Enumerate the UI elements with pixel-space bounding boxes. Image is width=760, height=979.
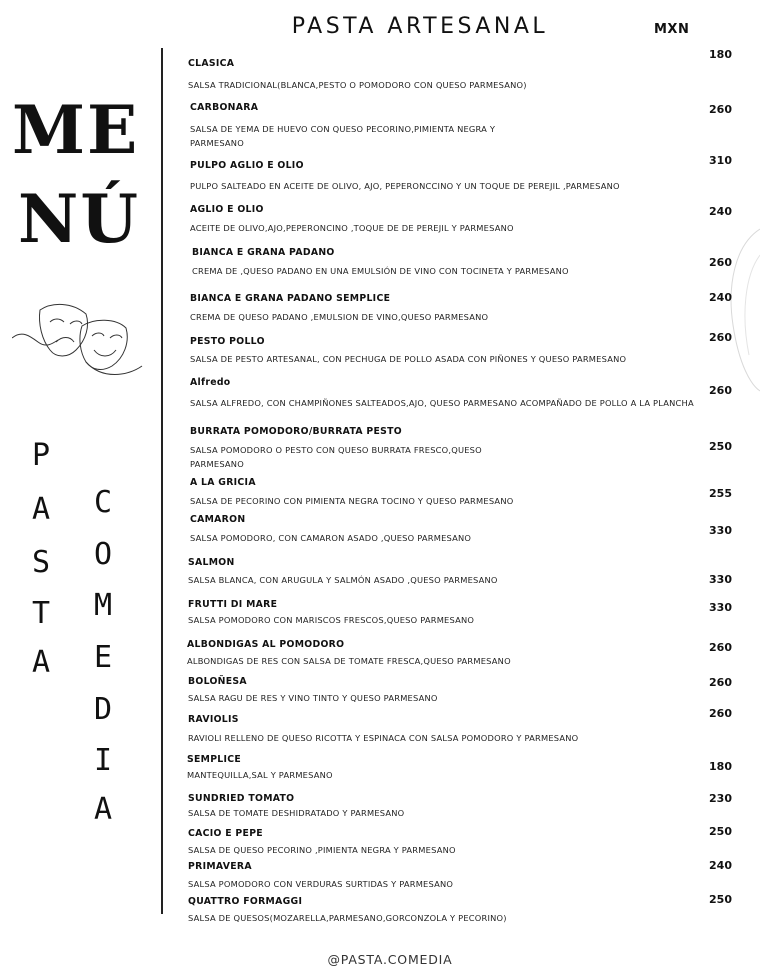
comedia-letter: O xyxy=(93,537,113,572)
pasta-letter: A xyxy=(31,492,51,527)
item-description: SALSA TRADICIONAL(BLANCA,PESTO O POMODORO CON QUESO PARMESANO) xyxy=(188,80,527,90)
item-name: PULPO AGLIO E OLIO xyxy=(190,160,304,171)
item-description: CREMA DE ,QUESO PADANO EN UNA EMULSIÓN DE VINO CON TOCINETA Y PARMESANO xyxy=(192,266,569,276)
pasta-letter: T xyxy=(31,596,51,631)
instagram-handle: @PASTA.COMEDIA xyxy=(327,952,453,967)
currency-label: MXN xyxy=(654,22,690,37)
item-description: SALSA POMODORO CON VERDURAS SURTIDAS Y PARMESANO xyxy=(188,879,454,889)
item-description: SALSA POMODORO, CON CAMARON ASADO ,QUESO PARMESANO xyxy=(190,533,472,543)
item-price: 240 xyxy=(709,205,732,218)
decorative-curve xyxy=(715,225,760,395)
item-name: CACIO E PEPE xyxy=(188,828,263,839)
item-name: BIANCA E GRANA PADANO SEMPLICE xyxy=(190,293,391,304)
item-name: BIANCA E GRANA PADANO xyxy=(192,247,335,258)
item-price: 260 xyxy=(709,641,732,654)
item-description: SALSA RAGU DE RES Y VINO TINTO Y QUESO PARMESANO xyxy=(188,693,438,703)
pasta-letter: S xyxy=(31,545,51,580)
comedia-letter: E xyxy=(93,640,113,675)
item-description: MANTEQUILLA,SAL Y PARMESANO xyxy=(187,770,333,780)
pasta-letter: A xyxy=(31,645,51,680)
item-price: 260 xyxy=(709,331,732,344)
item-description: ACEITE DE OLIVO,AJO,PEPERONCINO ,TOQUE DE DE PEREJIL Y PARMESANO xyxy=(190,223,514,233)
item-price: 330 xyxy=(709,573,732,586)
item-price: 180 xyxy=(709,48,732,61)
item-price: 250 xyxy=(709,440,732,453)
item-name: AGLIO E OLIO xyxy=(190,204,264,215)
item-description: RAVIOLI RELLENO DE QUESO RICOTTA Y ESPINACA CON SALSA POMODORO Y PARMESANO xyxy=(188,733,579,743)
item-name: CLASICA xyxy=(188,58,235,69)
item-description: PULPO SALTEADO EN ACEITE DE OLIVO, AJO, PEPERONCCINO Y UN TOQUE DE PEREJIL ,PARMESANO xyxy=(190,181,620,191)
theatre-masks-icon xyxy=(12,296,152,378)
item-price: 250 xyxy=(709,893,732,906)
item-name: SUNDRIED TOMATO xyxy=(188,793,295,804)
item-name: PRIMAVERA xyxy=(188,861,252,872)
item-description: SALSA DE PECORINO CON PIMIENTA NEGRA TOCINO Y QUESO PARMESANO xyxy=(190,496,514,506)
item-name: PESTO POLLO xyxy=(190,336,265,347)
item-price: 250 xyxy=(709,825,732,838)
menu-word-line-1: ME xyxy=(12,91,140,169)
item-price: 260 xyxy=(709,256,732,269)
comedia-letter: D xyxy=(93,692,113,727)
item-name: Alfredo xyxy=(190,377,231,388)
item-price: 260 xyxy=(709,384,732,397)
item-price: 240 xyxy=(709,291,732,304)
comedia-letter: C xyxy=(93,485,113,520)
item-price: 260 xyxy=(709,707,732,720)
item-name: RAVIOLIS xyxy=(188,714,239,725)
item-price: 230 xyxy=(709,792,732,805)
item-price: 330 xyxy=(709,524,732,537)
item-name: FRUTTI DI MARE xyxy=(188,599,278,610)
item-description: SALSA POMODORO O PESTO CON QUESO BURRATA FRESCO,QUESO PARMESANO xyxy=(190,445,482,469)
vertical-divider xyxy=(161,48,163,914)
item-description: CREMA DE QUESO PADANO ,EMULSION DE VINO,QUESO PARMESANO xyxy=(190,312,489,322)
comedia-letter: M xyxy=(93,588,113,623)
item-name: BURRATA POMODORO/BURRATA PESTO xyxy=(190,426,403,437)
item-name: SALMON xyxy=(188,557,235,568)
item-price: 255 xyxy=(709,487,732,500)
item-name: BOLOÑESA xyxy=(188,676,247,687)
item-description: SALSA DE TOMATE DESHIDRATADO Y PARMESANO xyxy=(188,808,405,818)
item-price: 330 xyxy=(709,601,732,614)
pasta-letter: P xyxy=(31,438,51,473)
item-name: ALBONDIGAS AL POMODORO xyxy=(187,639,345,650)
item-price: 260 xyxy=(709,103,732,116)
item-description: SALSA BLANCA, CON ARUGULA Y SALMÓN ASADO ,QUESO PARMESANO xyxy=(188,575,498,585)
item-description: SALSA POMODORO CON MARISCOS FRESCOS,QUESO PARMESANO xyxy=(188,615,475,625)
item-description: SALSA DE QUESOS(MOZARELLA,PARMESANO,GORCONZOLA Y PECORINO) xyxy=(188,913,507,923)
item-price: 180 xyxy=(709,760,732,773)
menu-title: PASTA ARTESANAL xyxy=(291,14,549,39)
item-description: ALBONDIGAS DE RES CON SALSA DE TOMATE FRESCA,QUESO PARMESANO xyxy=(187,656,511,666)
item-name: CAMARON xyxy=(190,514,246,525)
item-price: 260 xyxy=(709,676,732,689)
item-name: QUATTRO FORMAGGI xyxy=(188,896,303,907)
item-name: CARBONARA xyxy=(190,102,259,113)
item-description: SALSA DE PESTO ARTESANAL, CON PECHUGA DE POLLO ASADA CON PIÑONES Y QUESO PARMESANO xyxy=(190,354,627,364)
item-name: SEMPLICE xyxy=(187,754,242,765)
item-description: SALSA DE QUESO PECORINO ,PIMIENTA NEGRA Y PARMESANO xyxy=(188,845,456,855)
comedia-letter: A xyxy=(93,792,113,827)
item-description: SALSA ALFREDO, CON CHAMPIÑONES SALTEADOS,AJO, QUESO PARMESANO ACOMPAÑADO DE POLLO A LA PLANCHA xyxy=(190,398,694,408)
menu-word-line-2: NÚ xyxy=(18,180,140,258)
item-price: 240 xyxy=(709,859,732,872)
comedia-letter: I xyxy=(93,743,113,778)
item-name: A LA GRICIA xyxy=(190,477,256,488)
item-price: 310 xyxy=(709,154,732,167)
item-description: SALSA DE YEMA DE HUEVO CON QUESO PECORINO,PIMIENTA NEGRA Y PARMESANO xyxy=(190,124,496,148)
